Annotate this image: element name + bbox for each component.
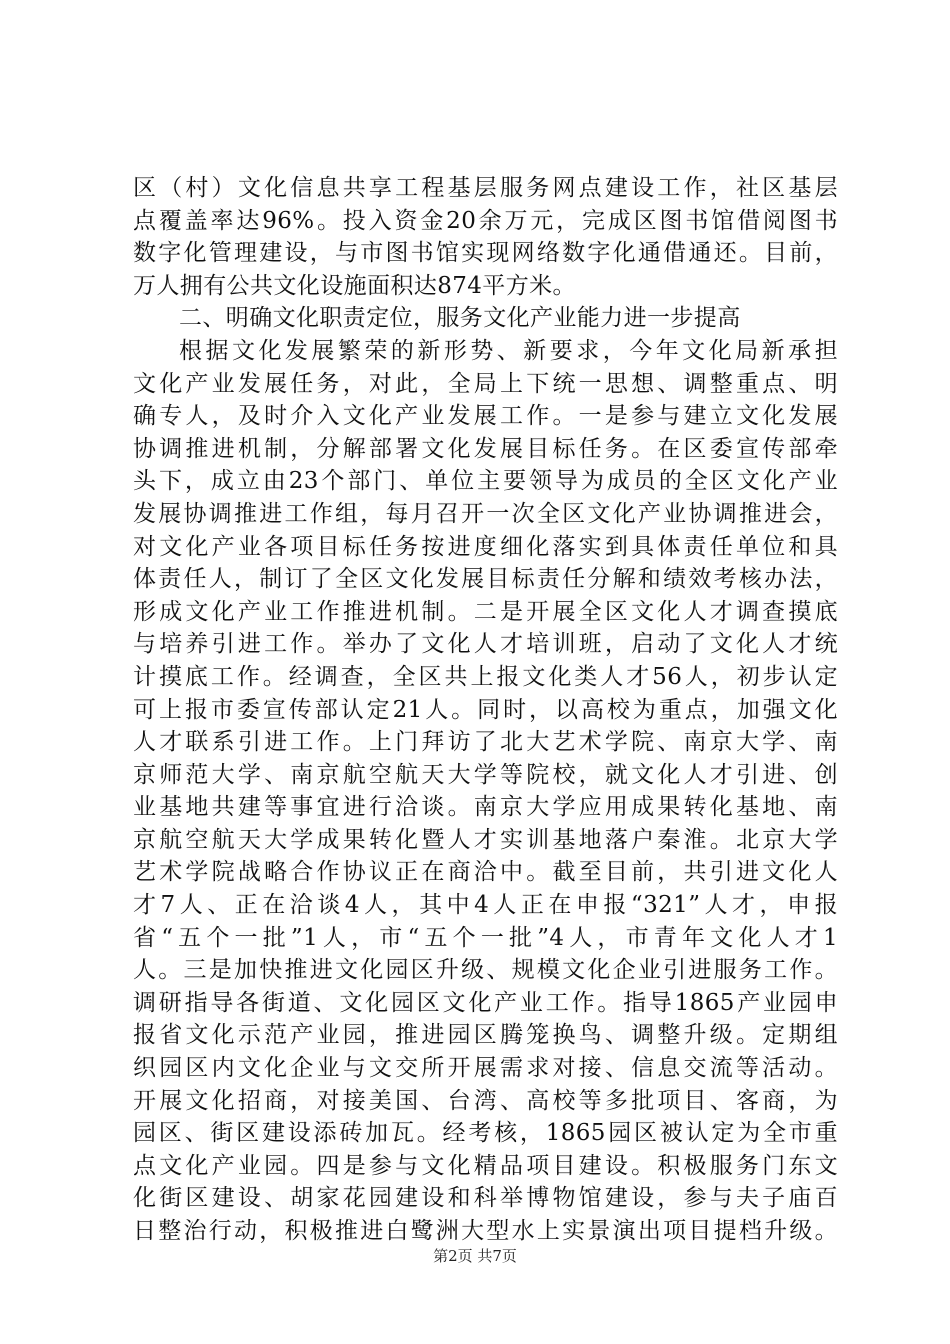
- text-line: 确专人，及时介入文化产业发展工作。一是参与建立文化发展: [133, 403, 838, 430]
- text-line: 人。三是加快推进文化园区升级、规模文化企业引进服务工作。: [133, 957, 838, 984]
- text-line: 根据文化发展繁荣的新形势、新要求，今年文化局新承担: [179, 337, 838, 364]
- text-line: 才7人、正在洽谈4人，其中4人正在申报“321”人才，申报: [133, 892, 838, 919]
- text-line: 开展文化招商，对接美国、台湾、高校等多批项目、客商，为: [133, 1087, 838, 1114]
- text-line: 园区、街区建设添砖加瓦。经考核，1865园区被认定为全市重: [133, 1120, 838, 1147]
- page-number-label: 第2页 共7页: [433, 1247, 517, 1265]
- text-line: 区（村）文化信息共享工程基层服务网点建设工作，社区基层: [133, 175, 838, 201]
- text-line: 计摸底工作。经调查，全区共上报文化类人才56人，初步认定: [133, 663, 838, 690]
- text-line: 协调推进机制，分解部署文化发展目标任务。在区委宣传部牵: [133, 435, 838, 462]
- text-line: 艺术学院战略合作协议正在商洽中。截至目前，共引进文化人: [133, 859, 838, 886]
- text-line: 织园区内文化企业与文交所开展需求对接、信息交流等活动。: [133, 1055, 838, 1082]
- text-line: 化街区建设、胡家花园建设和科举博物馆建设，参与夫子庙百: [133, 1185, 838, 1212]
- text-line: 京师范大学、南京航空航天大学等院校，就文化人才引进、创: [133, 761, 838, 788]
- text-line: 京航空航天大学成果转化暨人才实训基地落户秦淮。北京大学: [133, 826, 838, 853]
- text-line: 与培养引进工作。举办了文化人才培训班，启动了文化人才统: [133, 631, 838, 658]
- text-line: 省“五个一批”1人，市“五个一批”4人，市青年文化人才1: [133, 924, 838, 951]
- text-line: 形成文化产业工作推进机制。二是开展全区文化人才调查摸底: [133, 598, 838, 625]
- text-line: 发展协调推进工作组，每月召开一次全区文化产业协调推进会，: [133, 500, 838, 527]
- text-line: 对文化产业各项目标任务按进度细化落实到具体责任单位和具: [133, 533, 838, 560]
- text-line: 业基地共建等事宜进行洽谈。南京大学应用成果转化基地、南: [133, 794, 838, 821]
- text-line: 数字化管理建设，与市图书馆实现网络数字化通借通还。目前，: [133, 240, 838, 267]
- text-line: 点覆盖率达96%。投入资金20余万元，完成区图书馆借阅图书: [133, 207, 838, 234]
- text-line: 点文化产业园。四是参与文化精品项目建设。积极服务门东文: [133, 1152, 838, 1179]
- document-body: [133, 172, 838, 1248]
- section-heading: 二、明确文化职责定位，服务文化产业能力进一步提高: [179, 305, 741, 332]
- text-line: 调研指导各街道、文化园区文化产业工作。指导1865产业园申: [133, 989, 838, 1016]
- page-footer: [0, 1245, 950, 1266]
- text-line: 报省文化示范产业园，推进园区腾笼换鸟、调整升级。定期组: [133, 1022, 838, 1049]
- text-line: 人才联系引进工作。上门拜访了北大艺术学院、南京大学、南: [133, 729, 838, 756]
- text-line: 头下，成立由23个部门、单位主要领导为成员的全区文化产业: [133, 468, 838, 495]
- text-line: 体责任人，制订了全区文化发展目标责任分解和绩效考核办法，: [133, 566, 838, 593]
- text-line: 万人拥有公共文化设施面积达874平方米。: [133, 272, 576, 299]
- text-line: 文化产业发展任务，对此，全局上下统一思想、调整重点、明: [133, 370, 838, 397]
- text-line: 可上报市委宣传部认定21人。同时，以高校为重点，加强文化: [133, 696, 838, 723]
- text-line: 日整治行动，积极推进白鹭洲大型水上实景演出项目提档升级。: [133, 1218, 838, 1244]
